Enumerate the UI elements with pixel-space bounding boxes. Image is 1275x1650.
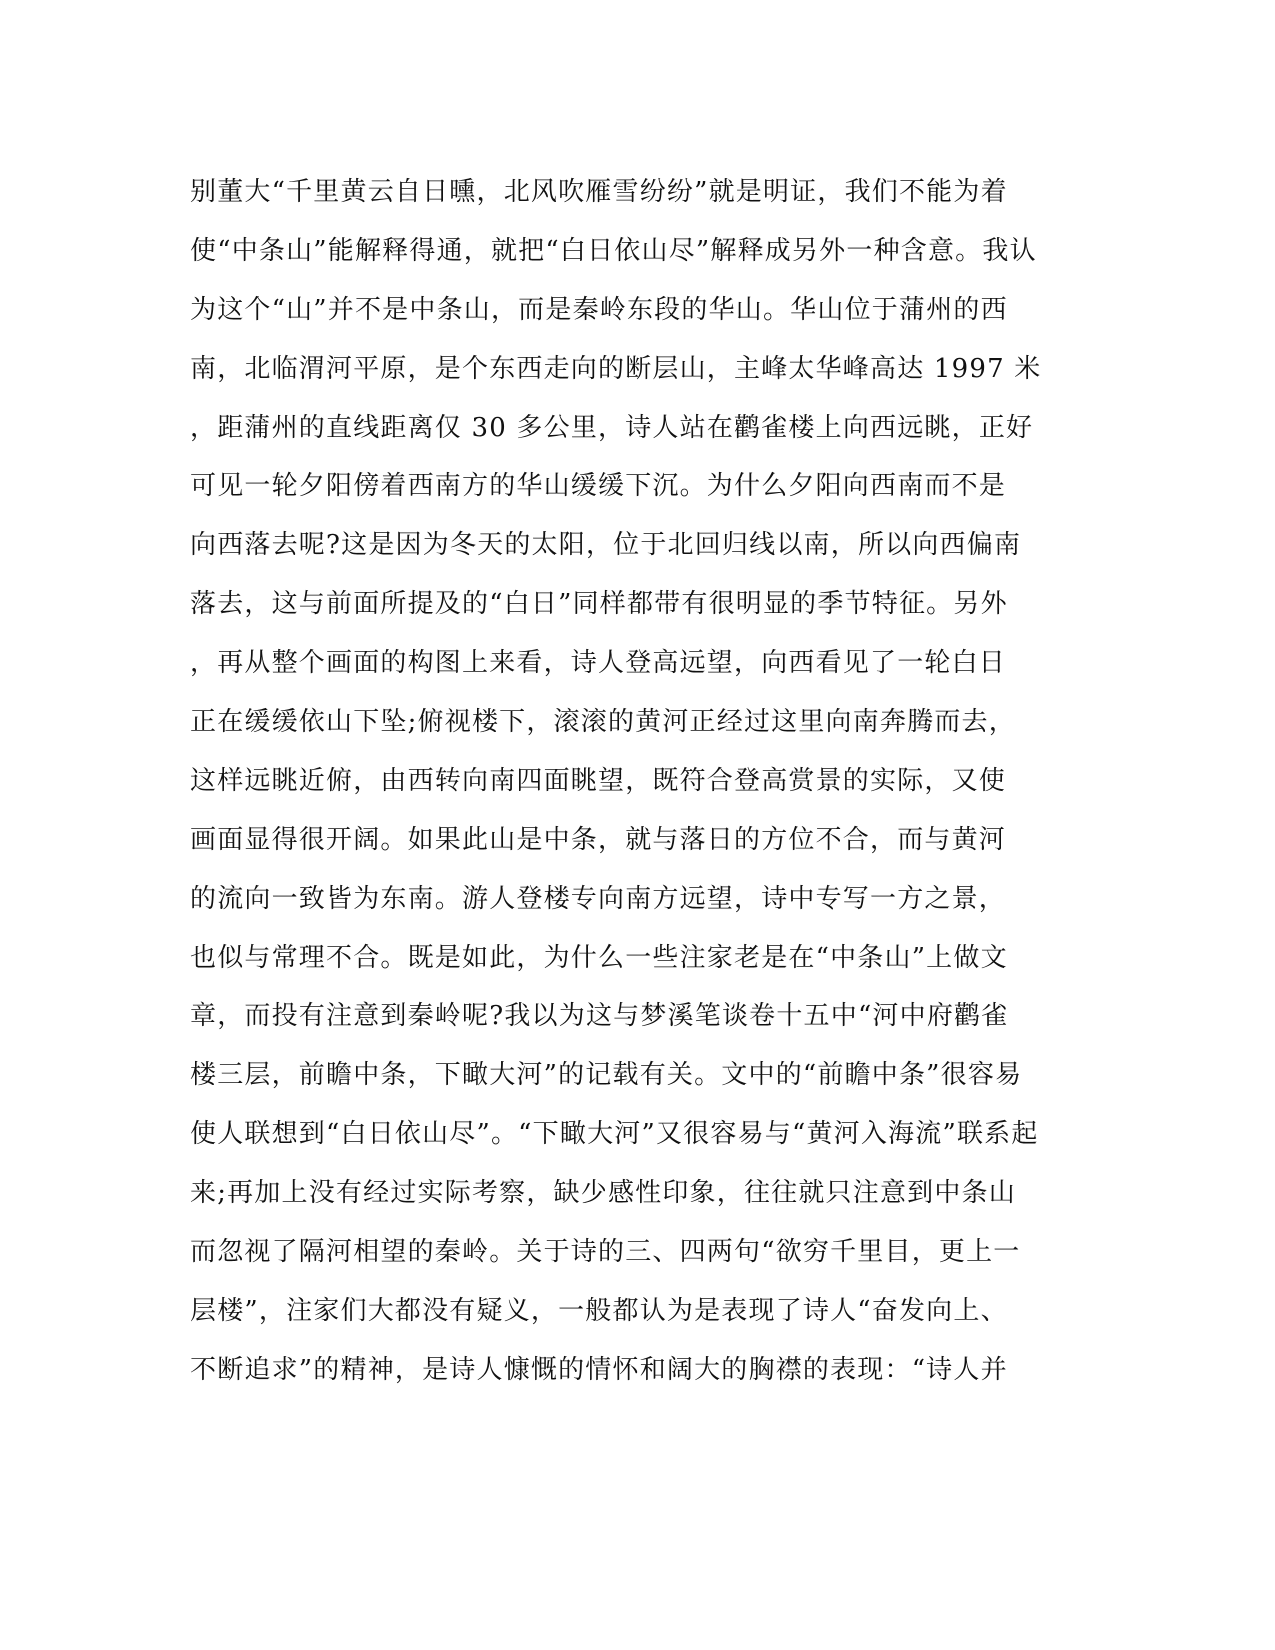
text-line: 也似与常理不合。既是如此，为什么一些注家老是在“中条山”上做文 xyxy=(190,942,1008,973)
text-line: 使人联想到“白日依山尽”。“下瞰大河”又很容易与“黄河入海流”联系起 xyxy=(190,1119,1039,1150)
body-text xyxy=(190,163,1090,1400)
text-line: 南，北临渭河平原，是个东西走向的断层山，主峰太华峰高达 1997 米 xyxy=(190,353,1042,384)
text-line: ，距蒲州的直线距离仅 30 多公里，诗人站在鹳雀楼上向西远眺，正好 xyxy=(190,412,1034,443)
text-line: 落去，这与前面所提及的“白日”同样都带有很明显的季节特征。另外 xyxy=(190,589,1008,620)
text-line: 不断追求”的精神，是诗人慷慨的情怀和阔大的胸襟的表现：“诗人并 xyxy=(190,1354,1008,1385)
text-line: 正在缓缓依山下坠;俯视楼下，滚滚的黄河正经过这里向南奔腾而去， xyxy=(190,707,1016,738)
text-line: 来;再加上没有经过实际考察，缺少感性印象，往往就只注意到中条山 xyxy=(190,1178,1016,1209)
text-line: 可见一轮夕阳傍着西南方的华山缓缓下沉。为什么夕阳向西南而不是 xyxy=(190,471,1007,502)
text-line: 而忽视了隔河相望的秦岭。关于诗的三、四两句“欲穷千里目，更上一 xyxy=(190,1237,1021,1268)
text-line: 使“中条山”能解释得通，就把“白日依山尽”解释成另外一种含意。我认 xyxy=(190,235,1037,266)
text-line: 别董大“千里黄云自日曛，北风吹雁雪纷纷”就是明证，我们不能为着 xyxy=(190,177,1008,207)
text-line: 楼三层，前瞻中条，下瞰大河”的记载有关。文中的“前瞻中条”很容易 xyxy=(190,1060,1023,1091)
text-line: 画面显得很开阔。如果此山是中条，就与落日的方位不合，而与黄河 xyxy=(190,824,1007,855)
text-line: 的流向一致皆为东南。游人登楼专向南方远望，诗中专写一方之景， xyxy=(190,883,1007,914)
text-line: 为这个“山”并不是中条山，而是秦岭东段的华山。华山位于蒲州的西 xyxy=(190,294,1008,325)
text-line: 向西落去呢?这是因为冬天的太阳，位于北回归线以南，所以向西偏南 xyxy=(190,530,1022,561)
text-line: 层楼”，注家们大都没有疑义，一般都认为是表现了诗人“奋发向上、 xyxy=(190,1295,1008,1326)
text-line: ，再从整个画面的构图上来看，诗人登高远望，向西看见了一轮白日 xyxy=(190,648,1007,679)
text-line: 这样远眺近俯，由西转向南四面眺望，既符合登高赏景的实际，又使 xyxy=(190,765,1007,796)
text-line: 章，而投有注意到秦岭呢?我以为这与梦溪笔谈卷十五中“河中府鹳雀 xyxy=(190,1001,1009,1032)
